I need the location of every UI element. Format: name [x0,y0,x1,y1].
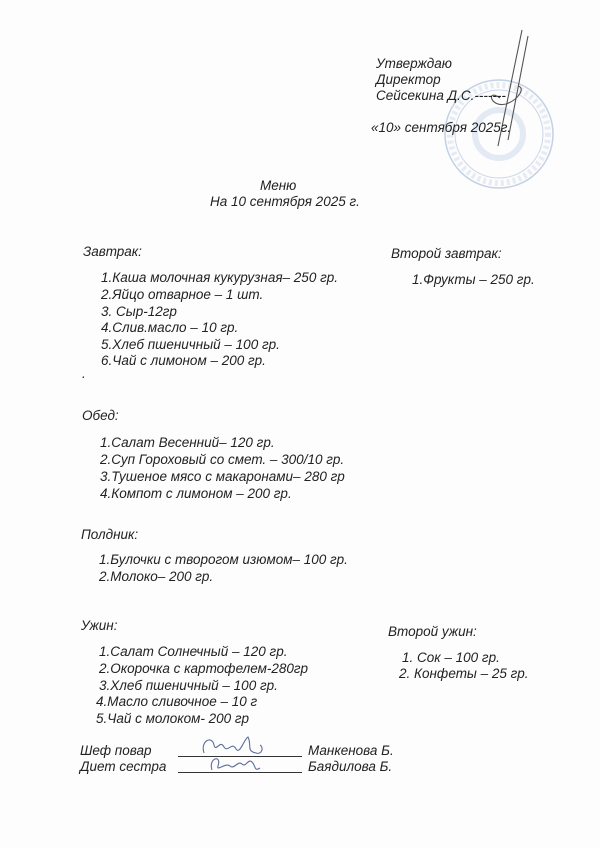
section-title-snack: Полдник: [81,527,139,542]
list-item: 1.Фрукты – 250 гр. [412,272,535,287]
list-item: 4.Слив.масло – 10 гр. [101,320,239,335]
approval-line-2: Директор [376,72,441,87]
list-item: 2.Окорочка с картофелем-280гр [99,661,309,676]
page-title: Меню [260,178,297,193]
section-title-lunch: Обед: [82,408,119,423]
list-item: 2. Конфеты – 25 гр. [399,666,529,681]
list-item: 1.Каша молочная кукурузная– 250 гр. [101,270,338,285]
list-item: 1.Салат Солнечный – 120 гр. [99,644,288,659]
approval-line-1: Утверждаю [376,56,452,71]
list-item: 1.Салат Весенний– 120 гр. [100,435,275,450]
list-item: 4.Масло сливочное – 10 г [96,694,258,709]
list-item: 3.Тушеное мясо с макаронами– 280 гр [100,469,345,484]
list-item: 2.Яйцо отварное – 1 шт. [101,287,264,302]
section-title-dinner: Ужин: [81,618,118,633]
list-item: 3.Хлеб пшеничный – 100 гр. [99,678,278,693]
nurse-signature [204,752,268,774]
list-item: 1.Булочки с творогом изюмом– 100 гр. [99,552,348,567]
list-item: 2.Суп Гороховый со смет. – 300/10 гр. [100,452,345,467]
section-title-second-dinner: Второй ужин: [388,624,477,639]
chef-name: Манкенова Б. [308,743,394,758]
approval-date: «10» сентября 2025г. [371,120,512,135]
list-item: 3. Сыр-12гр [101,304,177,319]
approval-director-name [376,88,506,104]
section-title-second-breakfast: Второй завтрак: [391,246,502,261]
stray-dot: . [82,366,86,381]
list-item: 4.Компот с лимоном – 200 гр. [100,486,292,501]
list-item: 5.Хлеб пшеничный – 100 гр. [101,337,280,352]
list-item: 1. Сок – 100 гр. [402,650,500,665]
list-item: 5.Чай с молоком- 200 гр [96,711,250,726]
nurse-name: Баядилова Б. [308,759,393,774]
nurse-label: Диет сестра [80,759,167,774]
chef-label: Шеф повар [80,743,152,758]
section-title-breakfast: Завтрак: [83,244,142,259]
director-sign-dashes: ------- [474,88,506,103]
director-name: Сейсекина Д.С. [376,88,475,103]
list-item: 2.Молоко– 200 гр. [99,569,214,584]
list-item: 6.Чай с лимоном – 200 гр. [101,353,266,368]
page-date: На 10 сентября 2025 г. [210,194,360,209]
